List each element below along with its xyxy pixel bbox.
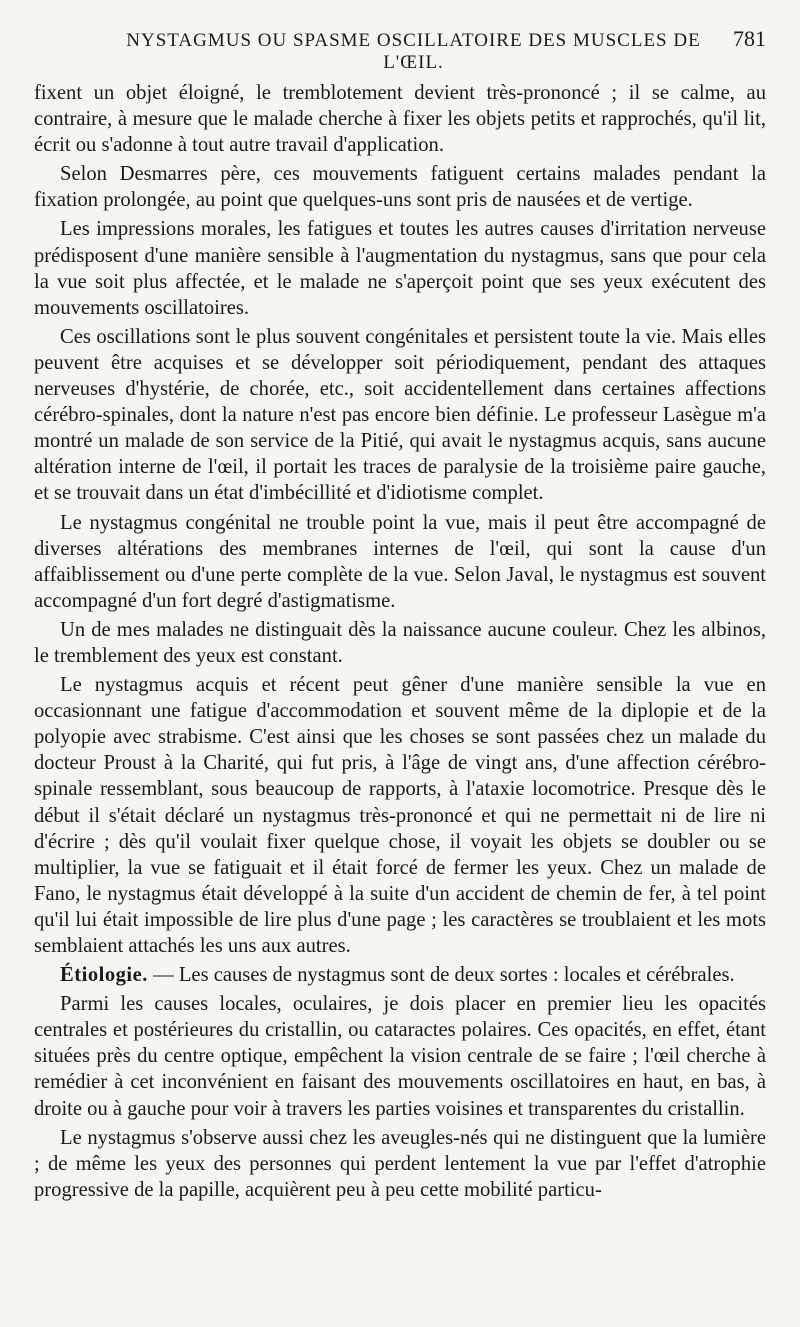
paragraph: Le nystagmus s'observe aussi chez les aveugles-nés qui ne distinguent que la lumière ; de même les yeux des personnes qui perdent lentement la vue par l'effet d'atrophie progressive de la papille, acquièrent peu à peu cette mobilité particu- xyxy=(34,1126,766,1201)
paragraph: Les impressions morales, les fatigues et toutes les autres causes d'irritation nerveuse prédisposent d'une manière sensible à l'augmentation du nystagmus, sans que pour cela la vue soit plus affectée, et le malade ne s'aperçoit point que ses yeux exécutent des mouvements oscillatoires. xyxy=(34,218,766,319)
paragraph: Un de mes malades ne distinguait dès la naissance aucune couleur. Chez les albinos, le tremblement des yeux est constant. xyxy=(34,618,766,667)
paragraph: fixent un objet éloigné, le tremblotement devient très-prononcé ; il se calme, au contraire, à mesure que le malade cherche à fixer les objets petits et rapprochés, qu'il lit, écrit ou s'adonne à tout autre travail d'application. xyxy=(34,82,766,157)
running-title: NYSTAGMUS OU SPASME OSCILLATOIRE DES MUSCLES DE L'ŒIL. xyxy=(126,30,701,73)
paragraph: Le nystagmus acquis et récent peut gêner d'une manière sensible la vue en occasionnant une fatigue d'accommodation et souvent même de la diplopie et de la polyopie avec strabisme. C'est ainsi que les choses se sont passées chez un malade du docteur Proust à la Charité, qui fut pris, à l'âge de vingt ans, d'une affection cérébro-spinale ressemblant, sous beaucoup de rapports, à l'ataxie locomotrice. Presque dès le début il s'était déclaré un nystagmus très-prononcé et qui ne permettait ni de lire ni d'écrire ; dès qu'il voulait fixer quelque chose, il voyait les objets se doubler ou se multiplier, la vue se fatiguait et il était forcé de fermer les yeux. Chez un malade de Fano, le nystagmus était développé à la suite d'un accident de chemin de fer, à tel point qu'il lui était impossible de lire plus d'une page ; les caractères se troublaient et les mots semblaient attachés les uns aux autres. xyxy=(34,674,766,957)
paragraph: Parmi les causes locales, oculaires, je dois placer en premier lieu les opacités centrales et postérieures du cristallin, ou cataractes polaires. Ces opacités, en effet, étant situées près du centre optique, empêchent la vision centrale de se faire ; l'œil cherche à remédier à cet inconvénient en faisant des mouvements oscillatoires en haut, en bas, à droite ou à gauche pour voir à travers les parties voisines et transparentes du cristallin. xyxy=(34,993,766,1120)
section-paragraph xyxy=(34,962,766,988)
page-number: 781 xyxy=(733,26,766,51)
paragraph: Selon Desmarres père, ces mouvements fatiguent certains malades pendant la fixation prolongée, au point que quelques-uns sont pris de nausées et de vertige. xyxy=(34,163,766,212)
page-body xyxy=(34,80,766,1203)
running-header xyxy=(34,26,766,74)
paragraph: Le nystagmus congénital ne trouble point la vue, mais il peut être accompagné de diverses altérations des membranes internes de l'œil, qui sont la cause d'un affaiblissement ou d'une perte complète de la vue. Selon Javal, le nystagmus est souvent accompagné d'un fort degré d'astigmatisme. xyxy=(34,511,766,612)
paragraph: Ces oscillations sont le plus souvent congénitales et persistent toute la vie. Mais elles peuvent être acquises et se développer soit périodiquement, pendant des attaques nerveuses d'hystérie, de chorée, etc., soit accidentellement dans certaines affections cérébro-spinales, dont la nature n'est pas encore bien définie. Le professeur Lasègue m'a montré un malade de son service de la Pitié, qui avait le nystagmus acquis, sans aucune altération interne de l'œil, il portait les traces de paralysie de la troisième paire gauche, et se trouvait dans un état d'imbécillité et d'idiotisme complet. xyxy=(34,325,766,505)
section-text: — Les causes de nystagmus sont de deux sortes : locales et cérébrales. xyxy=(153,964,735,987)
section-heading: Étiologie. xyxy=(60,964,148,987)
